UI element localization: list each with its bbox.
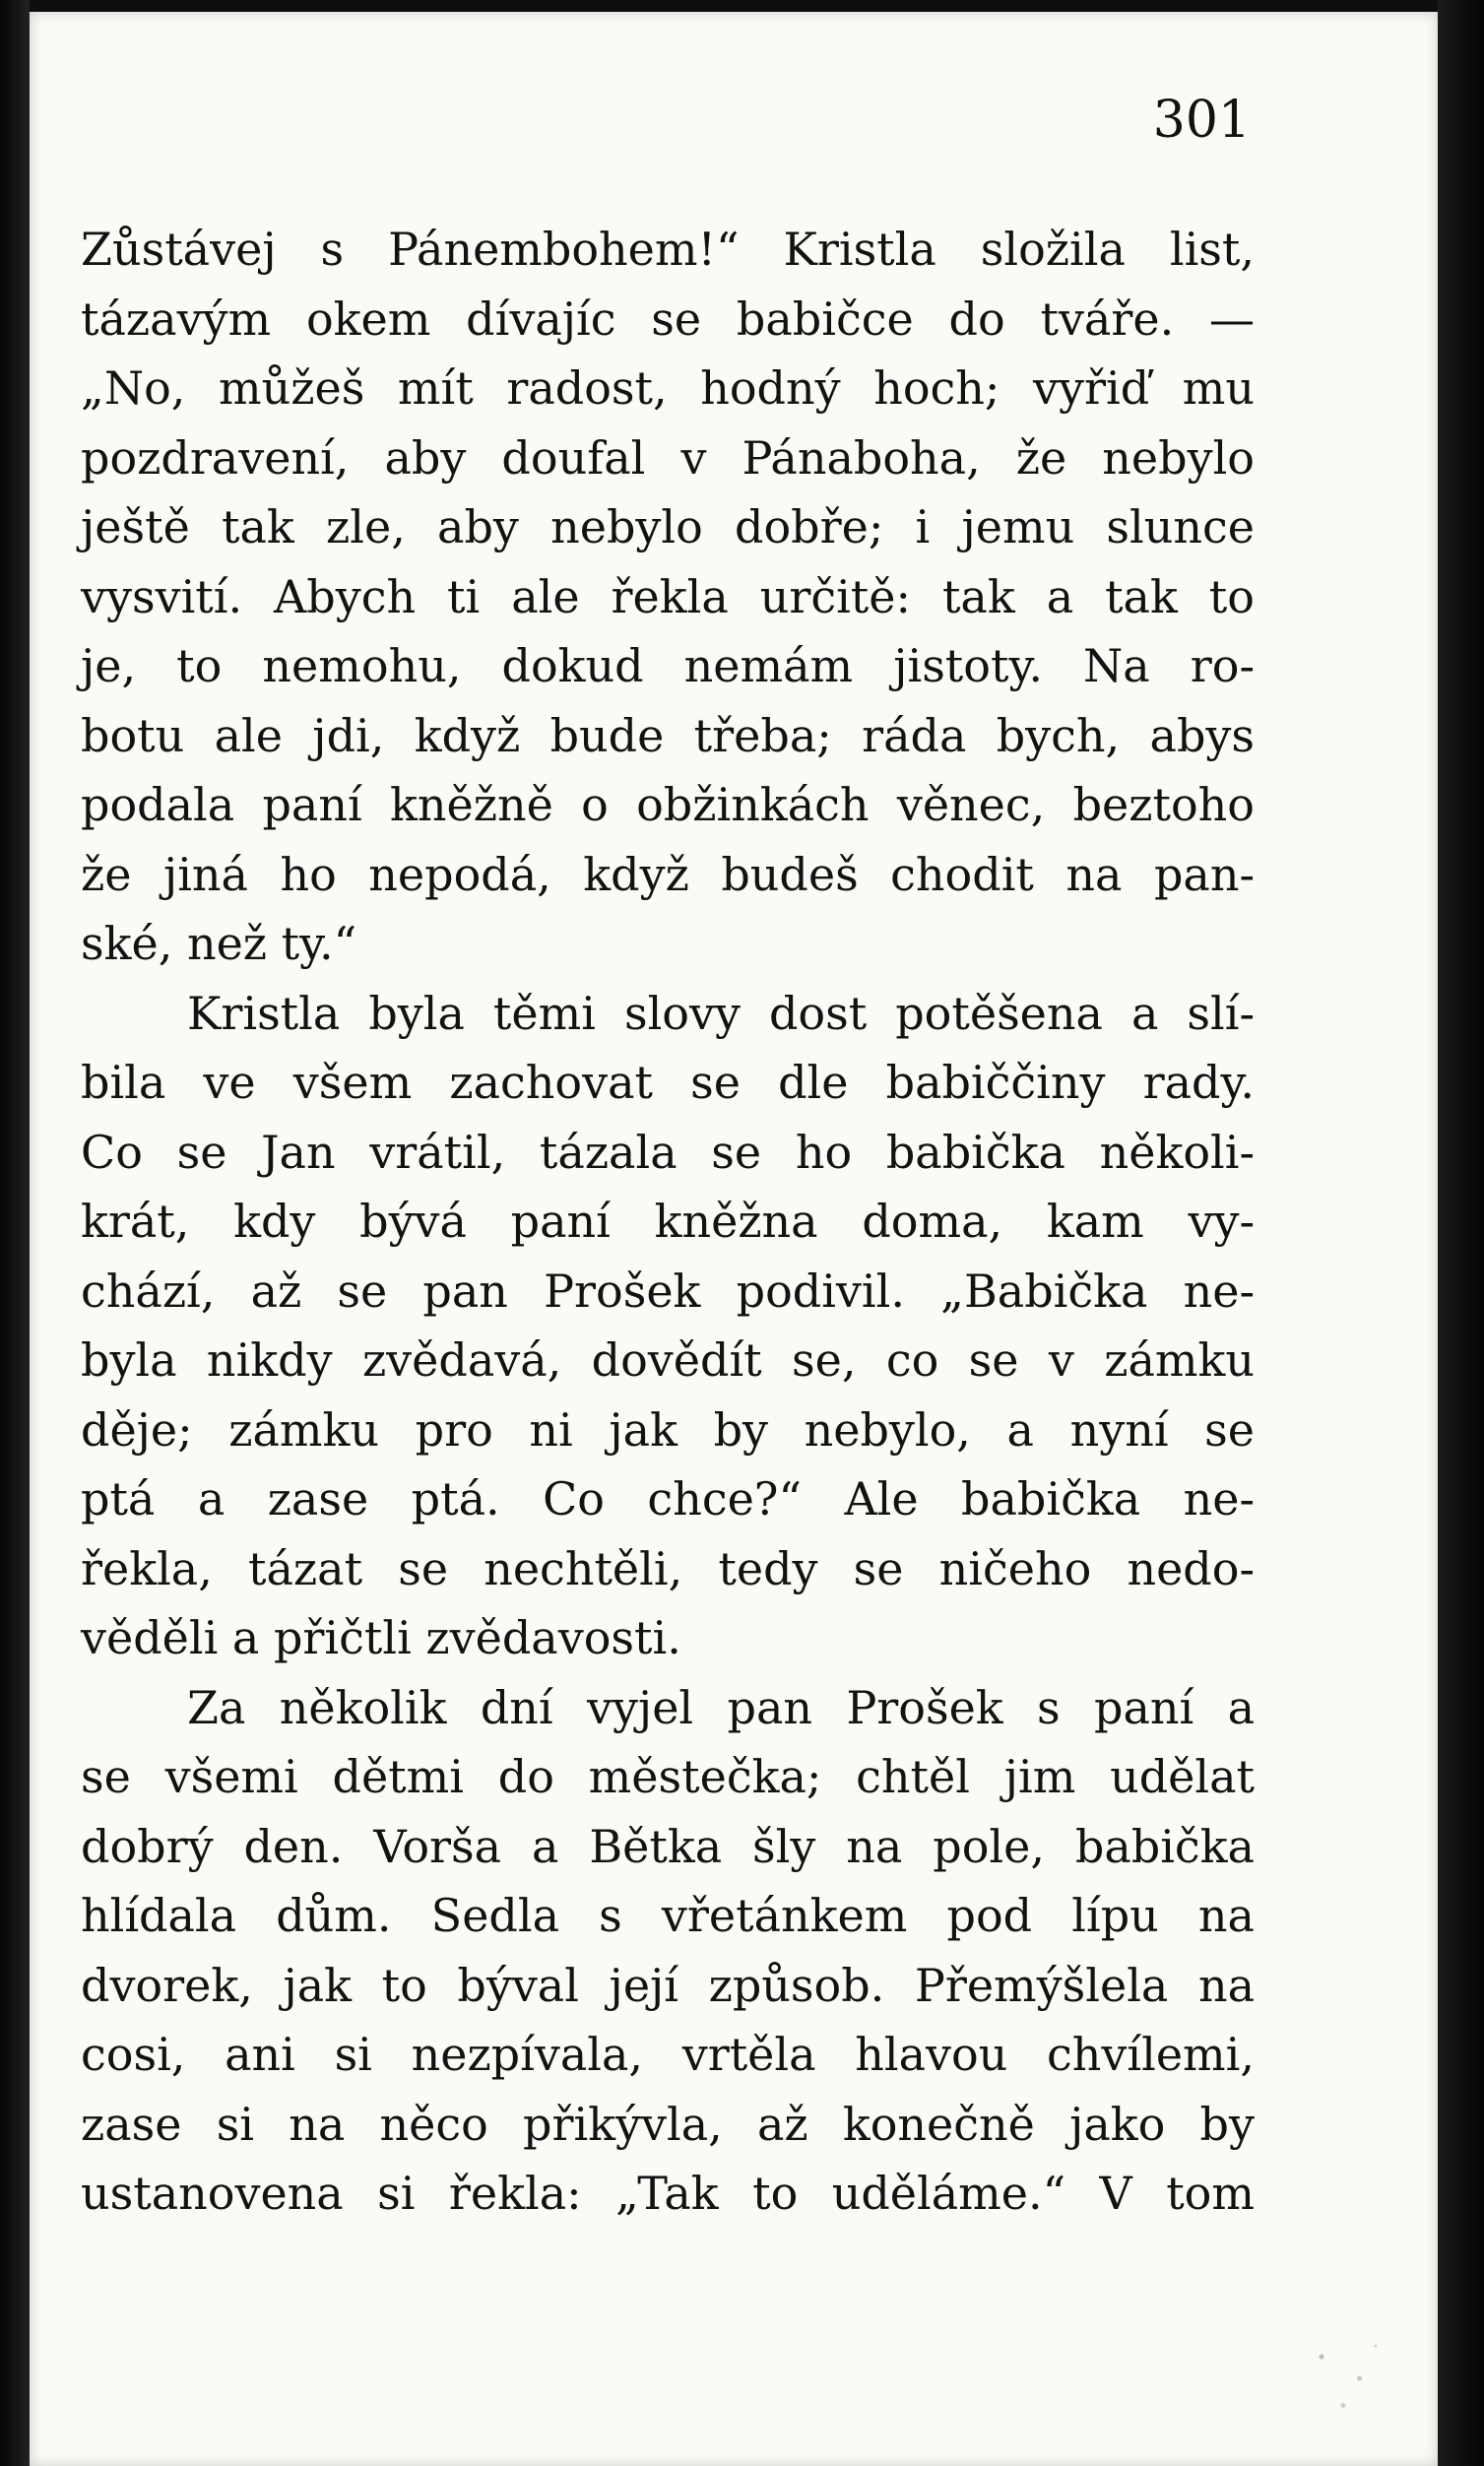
paper-specks (1300, 2324, 1408, 2433)
text-line: bila ve všem zachovat se dle babiččiny rady. (81, 1056, 1255, 1109)
text-line: řekla, tázat se nechtěli, tedy se ničeho nedo- (81, 1541, 1255, 1595)
text-line: dobrý den. Vorša a Bětka šly na pole, babička (81, 1819, 1255, 1873)
text-line: vysvití. Abych ti ale řekla určitě: tak a tak to (81, 569, 1255, 623)
text-line: ještě tak zle, aby nebylo dobře; i jemu slunce (81, 500, 1255, 553)
text-line: ustanovena si řekla: „Tak to uděláme.“ V tom (81, 2167, 1255, 2220)
text-line: botu ale jdi, když bude třeba; ráda bych, abys (81, 708, 1255, 762)
text-line-paragraph-start: Za několik dní vyjel pan Prošek s paní a (187, 1680, 1255, 1734)
scan-left-border (0, 0, 30, 2466)
text-line: pozdravení, aby doufal v Pánaboha, že nebylo (81, 430, 1255, 485)
text-line: dvorek, jak to býval její způsob. Přemýšlela na (81, 1958, 1255, 2012)
text-line: zase si na něco přikývla, až konečně jako by (81, 2097, 1255, 2151)
text-line: Co se Jan vrátil, tázala se ho babička několi- (81, 1125, 1255, 1179)
text-line: tázavým okem dívajíc se babičce do tváře. — (81, 292, 1255, 346)
text-line: hlídala dům. Sedla s vřetánkem pod lípu na (81, 1889, 1255, 1942)
text-line: ptá a zase ptá. Co chce?“ Ale babička ne- (81, 1472, 1255, 1525)
text-line: byla nikdy zvědavá, dovědít se, co se v zámku (81, 1333, 1255, 1387)
text-line: „No, můžeš mít radost, hodný hoch; vyřiď mu (81, 361, 1255, 415)
text-line: cosi, ani si nezpívala, vrtěla hlavou chvílemi, (81, 2028, 1255, 2081)
text-line: se všemi dětmi do městečka; chtěl jim udělat (81, 1750, 1255, 1803)
text-line: chází, až se pan Prošek podivil. „Babička ne- (81, 1264, 1255, 1318)
text-line: že jiná ho nepodá, když budeš chodit na pan- (81, 847, 1255, 901)
text-line: je, to nemohu, dokud nemám jistoty. Na ro- (81, 639, 1255, 692)
text-line: děje; zámku pro ni jak by nebylo, a nyní se (81, 1402, 1255, 1457)
text-line: věděli a přičtli zvědavosti. (81, 1611, 681, 1664)
scan-right-border (1438, 0, 1484, 2466)
text-line-paragraph-start: Kristla byla těmi slovy dost potěšena a slí- (187, 986, 1255, 1040)
text-line: podala paní kněžně o obžinkách věnec, beztoho (81, 778, 1255, 831)
text-line: ské, než ty.“ (81, 917, 357, 970)
text-line: krát, kdy bývá paní kněžna doma, kam vy- (81, 1195, 1255, 1248)
text-line: Zůstávej s Pánembohem!“ Kristla složila list, (81, 223, 1255, 276)
page-body-text (81, 215, 1255, 2229)
page-number: 301 (1152, 91, 1251, 150)
